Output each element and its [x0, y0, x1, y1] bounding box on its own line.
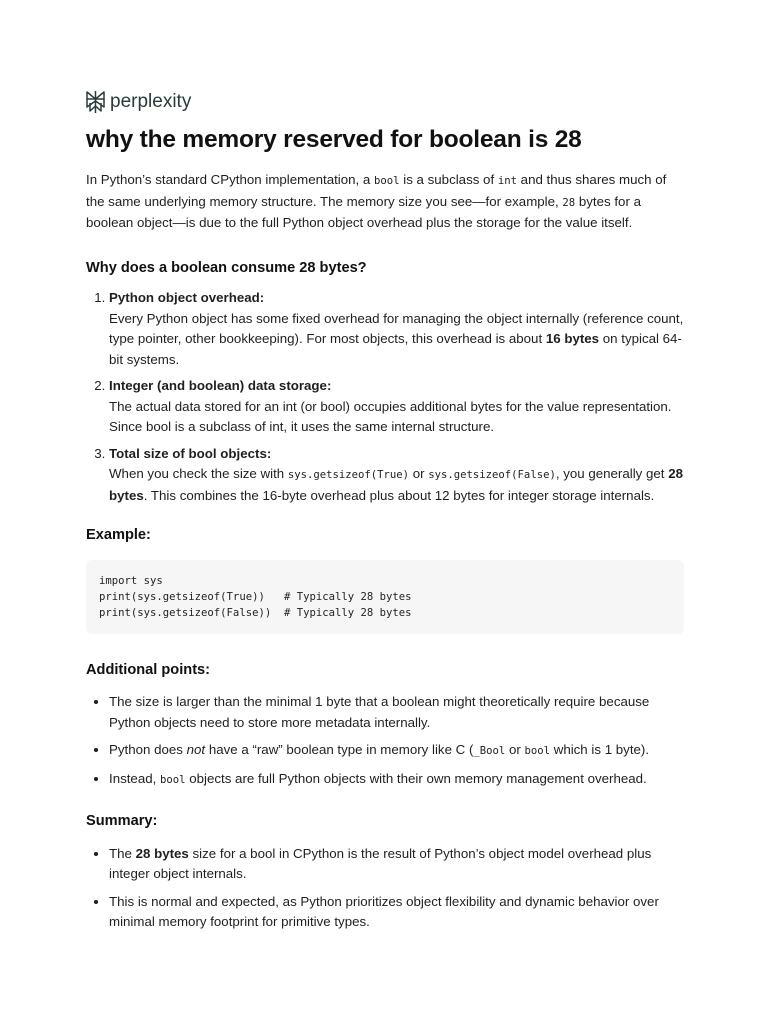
- list-item-title: 3. Total size of bool objects:: [109, 445, 272, 461]
- inline-code: bool: [524, 745, 551, 757]
- list-item: • Python does not have a “raw” boolean type in memory like C (_Bool or bool which is 1 byte).: [109, 740, 686, 762]
- list-item: 1. Python object overhead: Every Python object has some fixed overhead for managing the object internally (reference count, type pointer, other bookkeeping). For most objects, this overhead is about 16 bytes on typical 64-bit systems.: [109, 288, 686, 370]
- list-item: • This is normal and expected, as Python prioritizes object flexibility and dynamic behavior over minimal memory footprint for primitive types.: [109, 892, 686, 933]
- list-item: • The size is larger than the minimal 1 byte that a boolean might theoretically require because Python objects need to store more metadata internally.: [109, 692, 686, 733]
- page-title: why the memory reserved for boolean is 28: [86, 126, 582, 153]
- list-item: • Instead, bool objects are full Python objects with their own memory management overhead.: [109, 769, 686, 791]
- section-heading-additional: Additional points:: [86, 661, 211, 678]
- list-item-title: 2. Integer (and boolean) data storage:: [109, 378, 332, 393]
- additional-list: [86, 692, 686, 790]
- intro-paragraph: In Python’s standard CPython implementation, a bool is a subclass of int and thus shares much of the same underlying memory structure. The memory size you see—for example, 28 bytes for a boolean object—is due to the full Python object overhead plus the storage for the value itself.: [86, 172, 667, 230]
- answer-content: [86, 170, 686, 940]
- list-item: • The 28 bytes size for a bool in CPython is the result of Python’s object model overhead plus integer object internals.: [109, 844, 686, 885]
- inline-code: 28: [562, 196, 576, 209]
- list-item-title: 1. Python object overhead:: [109, 290, 265, 305]
- inline-code: bool: [374, 175, 400, 187]
- inline-code: int: [497, 175, 517, 187]
- code-block[interactable]: import sys print(sys.getsizeof(True)) # Typically 28 bytes print(sys.getsizeof(False)) # Typically 28 bytes: [86, 560, 684, 634]
- section-heading-why: Why does a boolean consume 28 bytes?: [86, 259, 367, 276]
- list-item: 2. Integer (and boolean) data storage: The actual data stored for an int (or bool) occupies additional bytes for the value representation. Since bool is a subclass of int, it uses the same internal structure.: [109, 376, 686, 438]
- summary-list: [86, 844, 686, 933]
- inline-code: sys.getsizeof(True): [287, 469, 410, 481]
- brand-name: perplexity: [110, 91, 192, 112]
- perplexity-logo-icon: [85, 90, 106, 114]
- inline-code: _Bool: [473, 745, 506, 757]
- section-heading-summary: Summary:: [86, 813, 158, 829]
- inline-code: sys.getsizeof(False): [428, 469, 556, 481]
- section-heading-example: Example:: [86, 527, 151, 543]
- list-item: 3. Total size of bool objects: When you check the size with sys.getsizeof(True) or sys.getsizeof(False), you generally get 28 bytes. This combines the 16-byte overhead plus about 12 bytes for integer storage internals.: [109, 444, 686, 507]
- why-list: [86, 288, 686, 506]
- inline-code: bool: [160, 773, 186, 786]
- brand-logo[interactable]: [85, 90, 191, 114]
